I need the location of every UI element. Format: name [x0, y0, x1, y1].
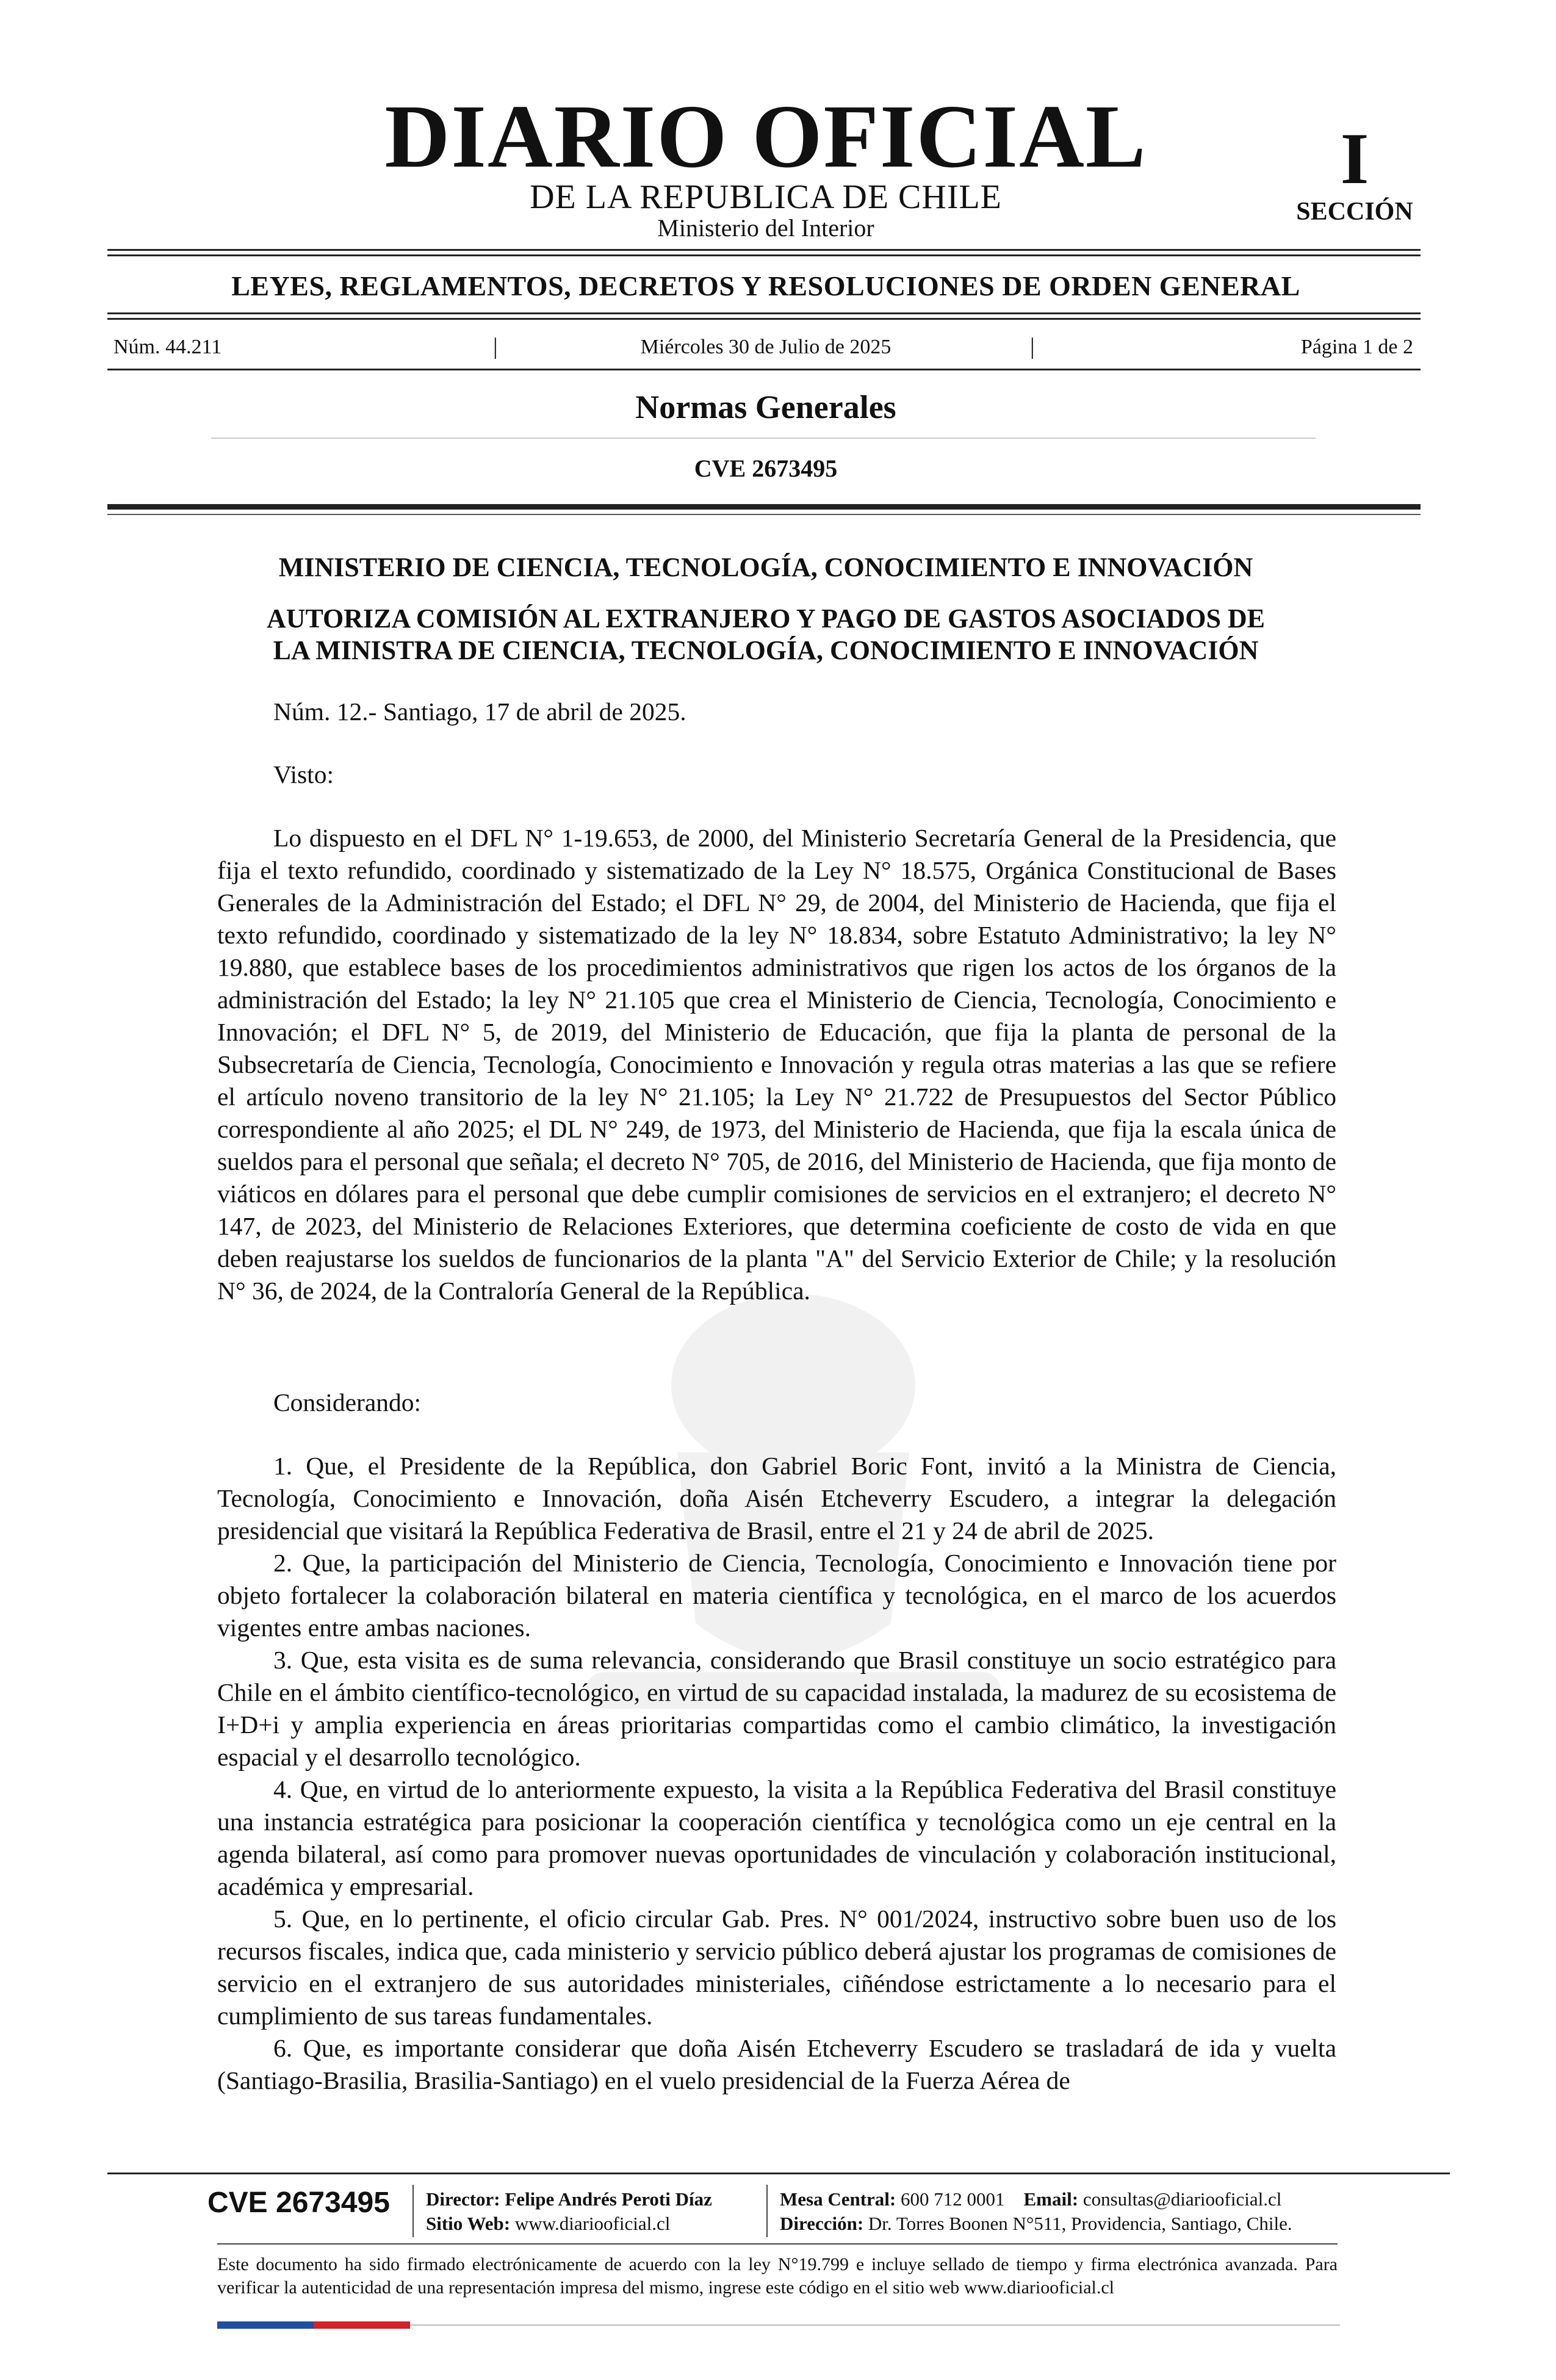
info-separator: |: [1030, 334, 1035, 359]
visto-text: Lo dispuesto en el DFL N° 1-19.653, de 2000, del Ministerio Secretaría General de la Presidencia, que fija el texto refundido, coordinado y sistematizado de la Ley N° 18.575, Orgánica Constitucional de Bases Generales de la Administración del Estado; el DFL N° 29, de 2004, del Ministerio de Hacienda, que fija el texto refundido, coordinado y sistematizado de la ley N° 18.834, sobre Estatuto Administrativo; la ley N° 19.880, que establece bases de los procedimientos administrativos que rigen los actos de los órganos de la administración del Estado; la ley N° 21.105 que crea el Ministerio de Ciencia, Tecnología, Conocimiento e Innovación; el DFL N° 5, de 2019, del Ministerio de Educación, que fija la planta de personal de la Subsecretaría de Ciencia, Tecnología, Conocimiento e Innovación y regula otras materias a las que se refiere el artículo noveno transitorio de la ley N° 21.105; la Ley N° 21.722 de Presupuestos del Sector Público correspondiente al año 2025; el DL N° 249, de 1973, del Ministerio de Hacienda, que fija la escala única de sueldos para el personal que señala; el decreto N° 705, de 2016, del Ministerio de Hacienda, que fija monto de viáticos en dólares para el personal que debe cumplir comisiones de servicios en el extranjero; el decreto N° 147, de 2023, del Ministerio de Relaciones Exteriores, que determina coeficiente de costo de vida en que deben reajustarse los sueldos de funcionarios de la planta "A" del Servicio Exterior de Chile; y la resolución N° 36, de 2024, de la Contraloría General de la República.: [217, 824, 1336, 1305]
header-bottom-rule-thin: [107, 514, 1421, 515]
considerando-item: 3. Que, esta visita es de suma relevancia, considerando que Brasil constituye un socio estratégico para Chile en el ámbito científico-tecnológico, en virtud de su capacidad instalada, la madurez de su ecosistema de I+D+i y amplia experiencia en áreas prioritarias compartidas como el cambio climático, la investigación espacial y el desarrollo tecnológico.: [217, 1646, 1336, 1771]
mesa-phone: 600 712 0001: [901, 2188, 1005, 2210]
decree-title: [183, 603, 1349, 666]
info-separator: |: [493, 334, 498, 359]
footer-divider: [412, 2185, 414, 2237]
director-name: Felipe Andrés Peroti Díaz: [505, 2188, 712, 2210]
masthead-rule: [107, 249, 1421, 256]
considerando-label: Considerando:: [273, 1388, 422, 1416]
website-label: Sitio Web:: [426, 2213, 511, 2234]
decree-title-line: LA MINISTRA DE CIENCIA, TECNOLOGÍA, CONOCIMIENTO E INNOVACIÓN: [273, 635, 1259, 665]
address-value: Dr. Torres Boonen N°511, Providencia, Santiago, Chile.: [868, 2213, 1292, 2234]
footer-top-rule: [107, 2173, 1450, 2174]
issue-date: Miércoles 30 de Julio de 2025: [640, 336, 891, 358]
info-rule: [107, 369, 1421, 370]
section-heading: Normas Generales: [635, 389, 896, 425]
flag-stripe-blue: [217, 2321, 314, 2329]
page-indicator: Página 1 de 2: [1300, 336, 1413, 358]
header-bottom-rule: [107, 504, 1421, 510]
section-label: SECCIÓN: [1296, 198, 1413, 226]
decree-number: Núm. 12.- Santiago, 17 de abril de 2025.: [273, 698, 686, 726]
footer-bottom-rule: [410, 2324, 1340, 2326]
footer-director-block: [426, 2187, 768, 2236]
category-heading: LEYES, REGLAMENTOS, DECRETOS Y RESOLUCIONES DE ORDEN GENERAL: [231, 270, 1300, 301]
issue-number: Núm. 44.211: [113, 336, 222, 358]
email-label: Email:: [1023, 2188, 1079, 2210]
section-heading-rule: [211, 438, 1316, 439]
address-label: Dirección:: [780, 2213, 864, 2234]
email-link[interactable]: consultas@diariooficial.cl: [1082, 2188, 1282, 2210]
masthead-subtitle: DE LA REPUBLICA DE CHILE: [530, 178, 1002, 216]
visto-label: Visto:: [273, 760, 334, 788]
footer-contact-block: [780, 2187, 1353, 2236]
footer-divider: [766, 2185, 768, 2237]
masthead-title: DIARIO OFICIAL: [384, 87, 1147, 187]
section-number: I: [1340, 118, 1369, 199]
cve-code: CVE 2673495: [694, 455, 838, 482]
visto-paragraph: [217, 822, 1336, 1307]
decree-title-line: AUTORIZA COMISIÓN AL EXTRANJERO Y PAGO DE GASTOS ASOCIADOS DE: [266, 604, 1266, 633]
mesa-label: Mesa Central:: [780, 2188, 896, 2210]
considerandos-list: [217, 1450, 1336, 2097]
director-label: Director:: [426, 2188, 500, 2210]
considerando-item: 6. Que, es importante considerar que doña Aisén Etcheverry Escudero se trasladará de ida y vuelta (Santiago-Brasilia, Brasilia-Santiago) en el vuelo presidencial de la Fuerza Aérea de: [217, 2034, 1336, 2094]
footer-mid-rule: [217, 2243, 1338, 2245]
considerando-item: 4. Que, en virtud de lo anteriormente expuesto, la visita a la República Federativa del Brasil constituye una instancia estratégica para posicionar la cooperación científica y tecnológica como un eje central en la agenda bilateral, así como para promover nuevas oportunidades de vinculación y colaboración institucional, académica y empresarial.: [217, 1775, 1336, 1900]
flag-stripe-red: [314, 2321, 410, 2329]
category-rule: [107, 312, 1421, 320]
considerando-item: 2. Que, la participación del Ministerio de Ciencia, Tecnología, Conocimiento e Innovación tiene por objeto fortalecer la colaboración bilateral en materia científica y tecnológica, en el marco de los acuerdos vigentes entre ambas naciones.: [217, 1549, 1336, 1642]
considerando-item: 1. Que, el Presidente de la República, don Gabriel Boric Font, invitó a la Ministra de Ciencia, Tecnología, Conocimiento e Innovación, doña Aisén Etcheverry Escudero, a integrar la delegación presidencial que visitará la República Federativa de Brasil, entre el 21 y 24 de abril de 2025.: [217, 1452, 1336, 1545]
website-link[interactable]: www.diariooficial.cl: [514, 2213, 671, 2234]
considerando-item: 5. Que, en lo pertinente, el oficio circular Gab. Pres. N° 001/2024, instructivo sobre buen uso de los recursos fiscales, indica que, cada ministerio y servicio público deberá ajustar los programas de comisiones de servicio en el extranjero de sus autoridades ministeriales, ciñéndose estrictamente a lo necesario para el cumplimiento de sus tareas fundamentales.: [217, 1905, 1336, 2030]
footer-cve: CVE 2673495: [207, 2187, 390, 2219]
masthead-ministry: Ministerio del Interior: [657, 214, 874, 242]
ministry-heading: MINISTERIO DE CIENCIA, TECNOLOGÍA, CONOCIMIENTO E INNOVACIÓN: [278, 552, 1253, 582]
footer-legal-note: Este documento ha sido firmado electrónicamente de acuerdo con la ley N°19.799 e incluye sellado de tiempo y firma electrónica avanzada. Para verificar la autenticidad de una representación impresa del mismo, ingrese este código en el sitio web www.diariooficial.cl: [217, 2254, 1338, 2298]
